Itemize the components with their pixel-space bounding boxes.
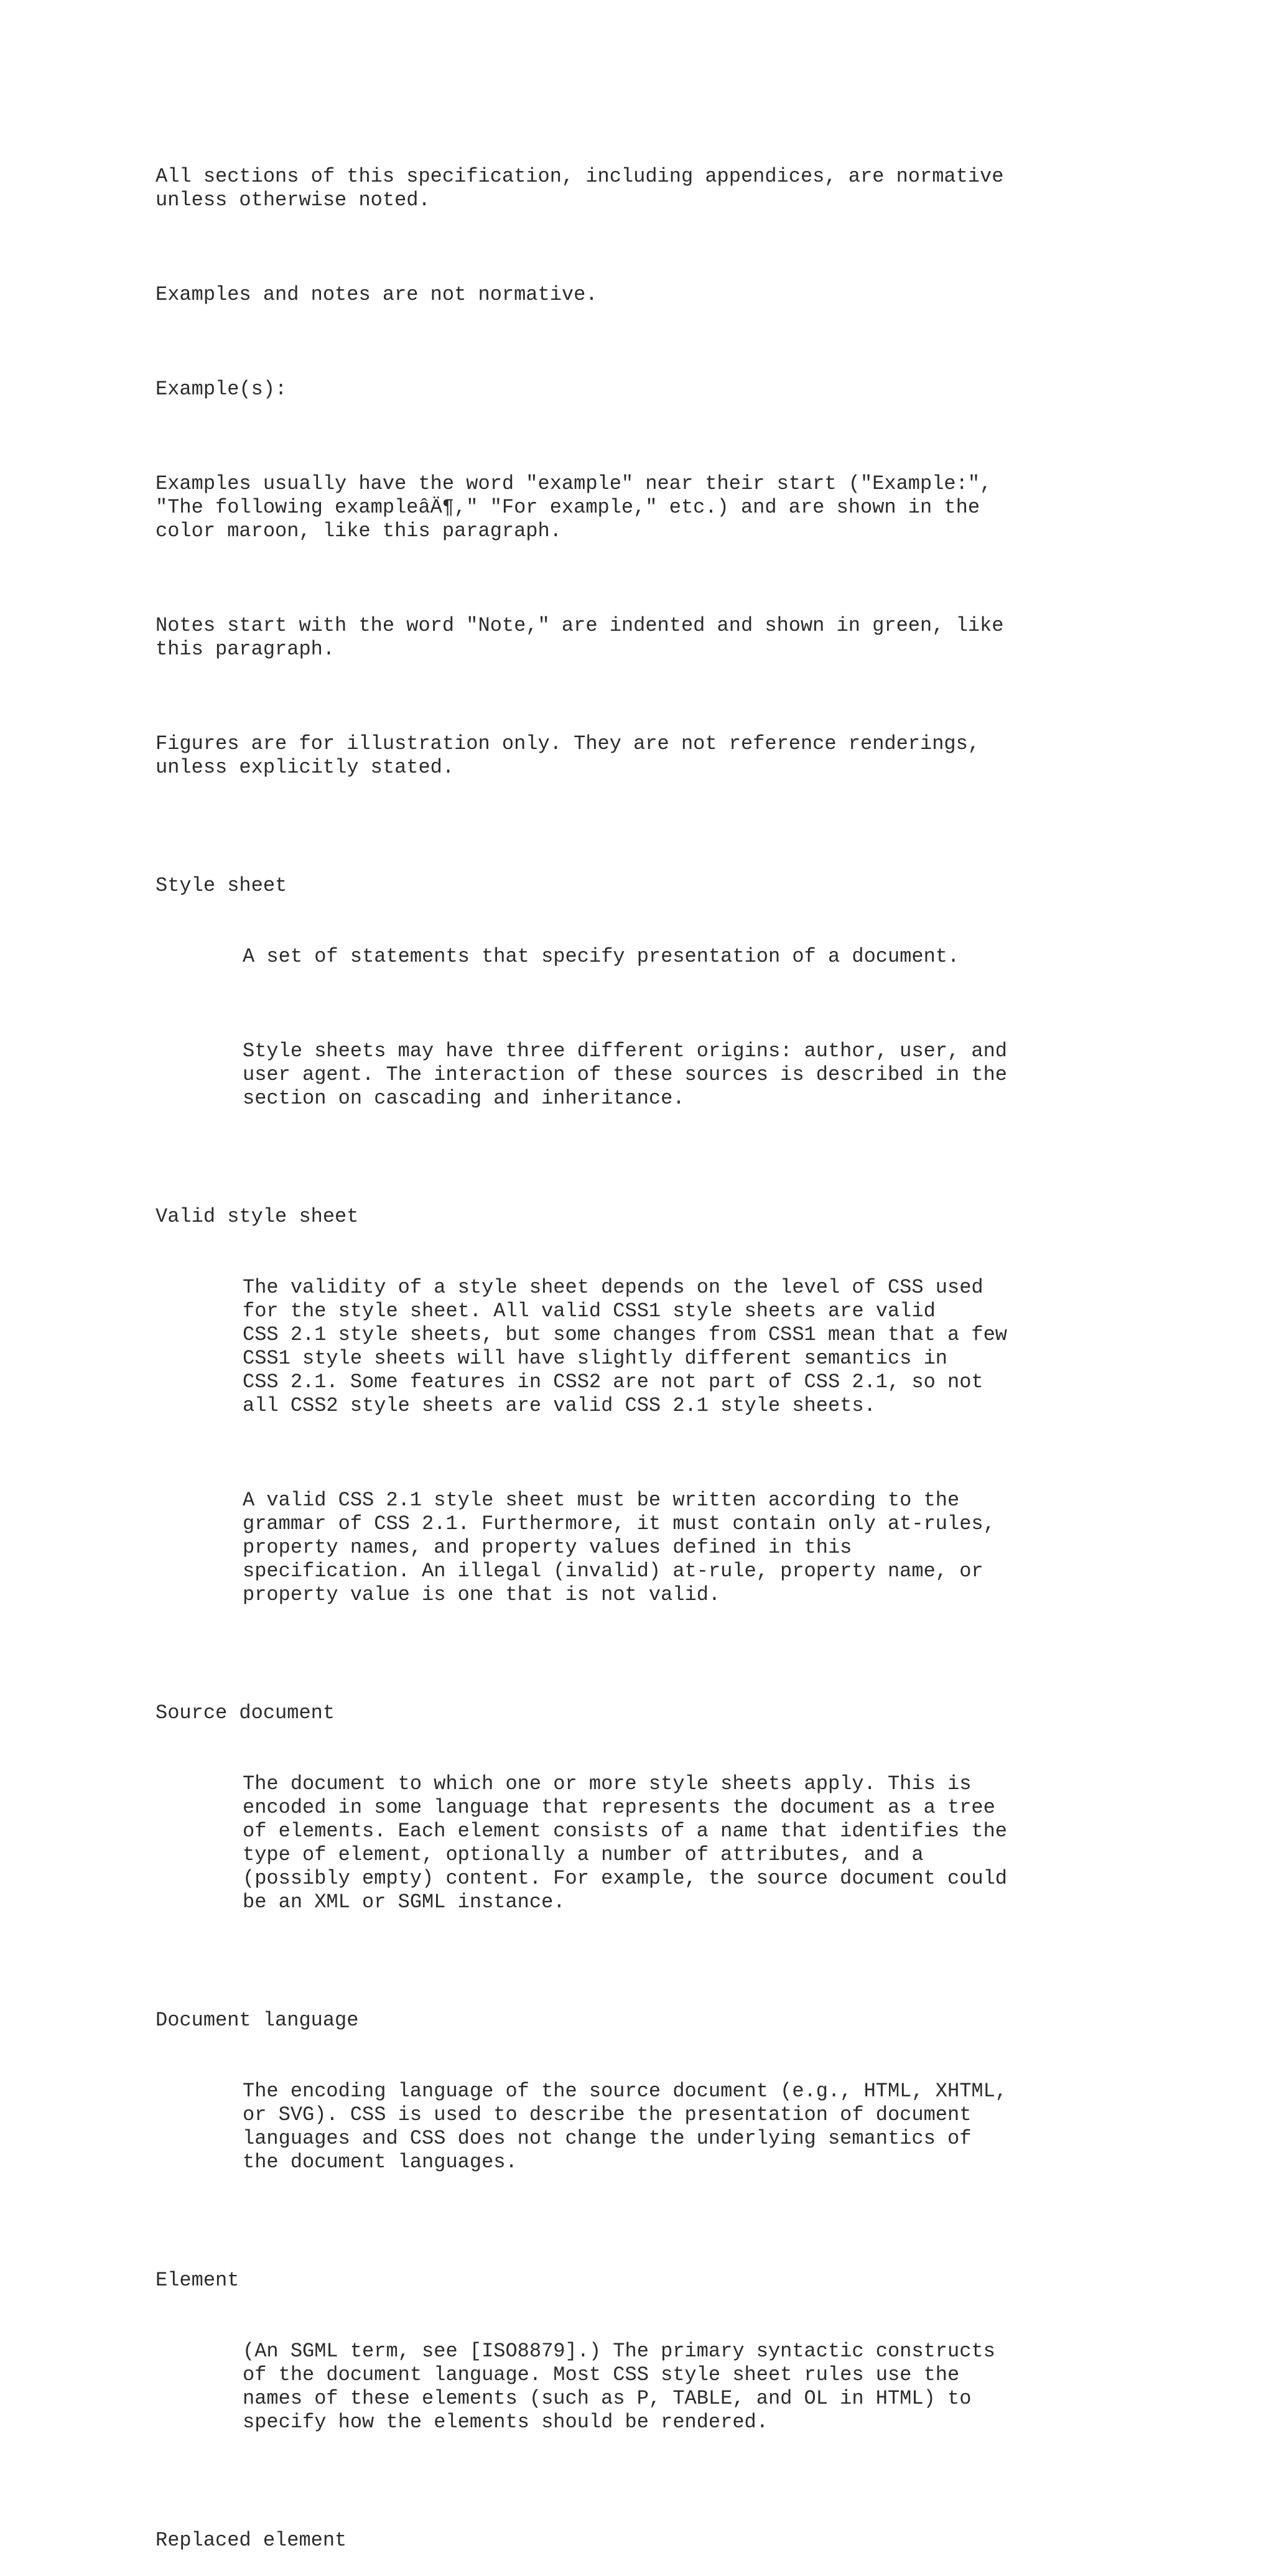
definition-term-source-document: Source document [156, 1701, 335, 1724]
definition-element-p1: (An SGML term, see [ISO8879].) The primary syntactic constructs of the document language. Most CSS style sheet rules use the names of these elements (such as P, TABLE, and OL in HTML) to specify how the elements should be rendered. [243, 2340, 995, 2434]
intro-figures-paragraph: Figures are for illustration only. They are not reference renderings, unless explicitly stated. [156, 732, 980, 779]
definition-document-language-p1: The encoding language of the source document (e.g., HTML, XHTML, or SVG). CSS is used to describe the presentation of document languages and CSS does not change the underlying semantics of the document languages. [243, 2080, 1007, 2174]
intro-normative-paragraph: All sections of this specification, including appendices, are normative unless otherwise noted. [156, 165, 1004, 212]
definition-valid-style-sheet-p1: The validity of a style sheet depends on the level of CSS used for the style sheet. All valid CSS1 style sheets are valid CSS 2.1 style sheets, but some changes from CSS1 mean that a few CSS1 style sheets will have slightly different semantics in CSS 2.1. Some features in CSS2 are not part of CSS 2.1, so not all CSS2 style sheets are valid CSS 2.1 style sheets. [243, 1276, 1007, 1417]
intro-notes-paragraph: Notes start with the word "Note," are indented and shown in green, like this paragraph. [156, 614, 1004, 661]
definition-style-sheet-p1: A set of statements that specify presentation of a document. [243, 945, 960, 968]
document-page [156, 118, 1250, 2576]
intro-examples-paragraph: Examples and notes are not normative. [156, 283, 598, 306]
definition-term-style-sheet: Style sheet [156, 874, 287, 897]
definition-term-element: Element [156, 2269, 239, 2292]
intro-example-label: Example(s): [156, 378, 287, 401]
definition-term-replaced-element: Replaced element [156, 2529, 347, 2552]
definition-term-document-language: Document language [156, 2009, 359, 2032]
definition-valid-style-sheet-p2: A valid CSS 2.1 style sheet must be written according to the grammar of CSS 2.1. Furthermore, it must contain only at-rules, property names, and property values defined in this specification. An illegal (invalid) at-rule, property name, or property value is one that is not valid. [243, 1489, 995, 1606]
definition-style-sheet-p2: Style sheets may have three different origins: author, user, and user agent. The interaction of these sources is described in the section on cascading and inheritance. [243, 1039, 1007, 1110]
definition-term-valid-style-sheet: Valid style sheet [156, 1205, 359, 1228]
definition-source-document-p1: The document to which one or more style sheets apply. This is encoded in some language that represents the document as a tree of elements. Each element consists of a name that identifies the type of element, optionally a number of attributes, and a (possibly empty) content. For example, the source document could be an XML or SGML instance. [243, 1772, 1007, 1913]
intro-example-description: Examples usually have the word "example" near their start ("Example:", "The following exampleâÄ¶," "For example," etc.) and are shown in the color maroon, like this paragraph. [156, 472, 992, 542]
